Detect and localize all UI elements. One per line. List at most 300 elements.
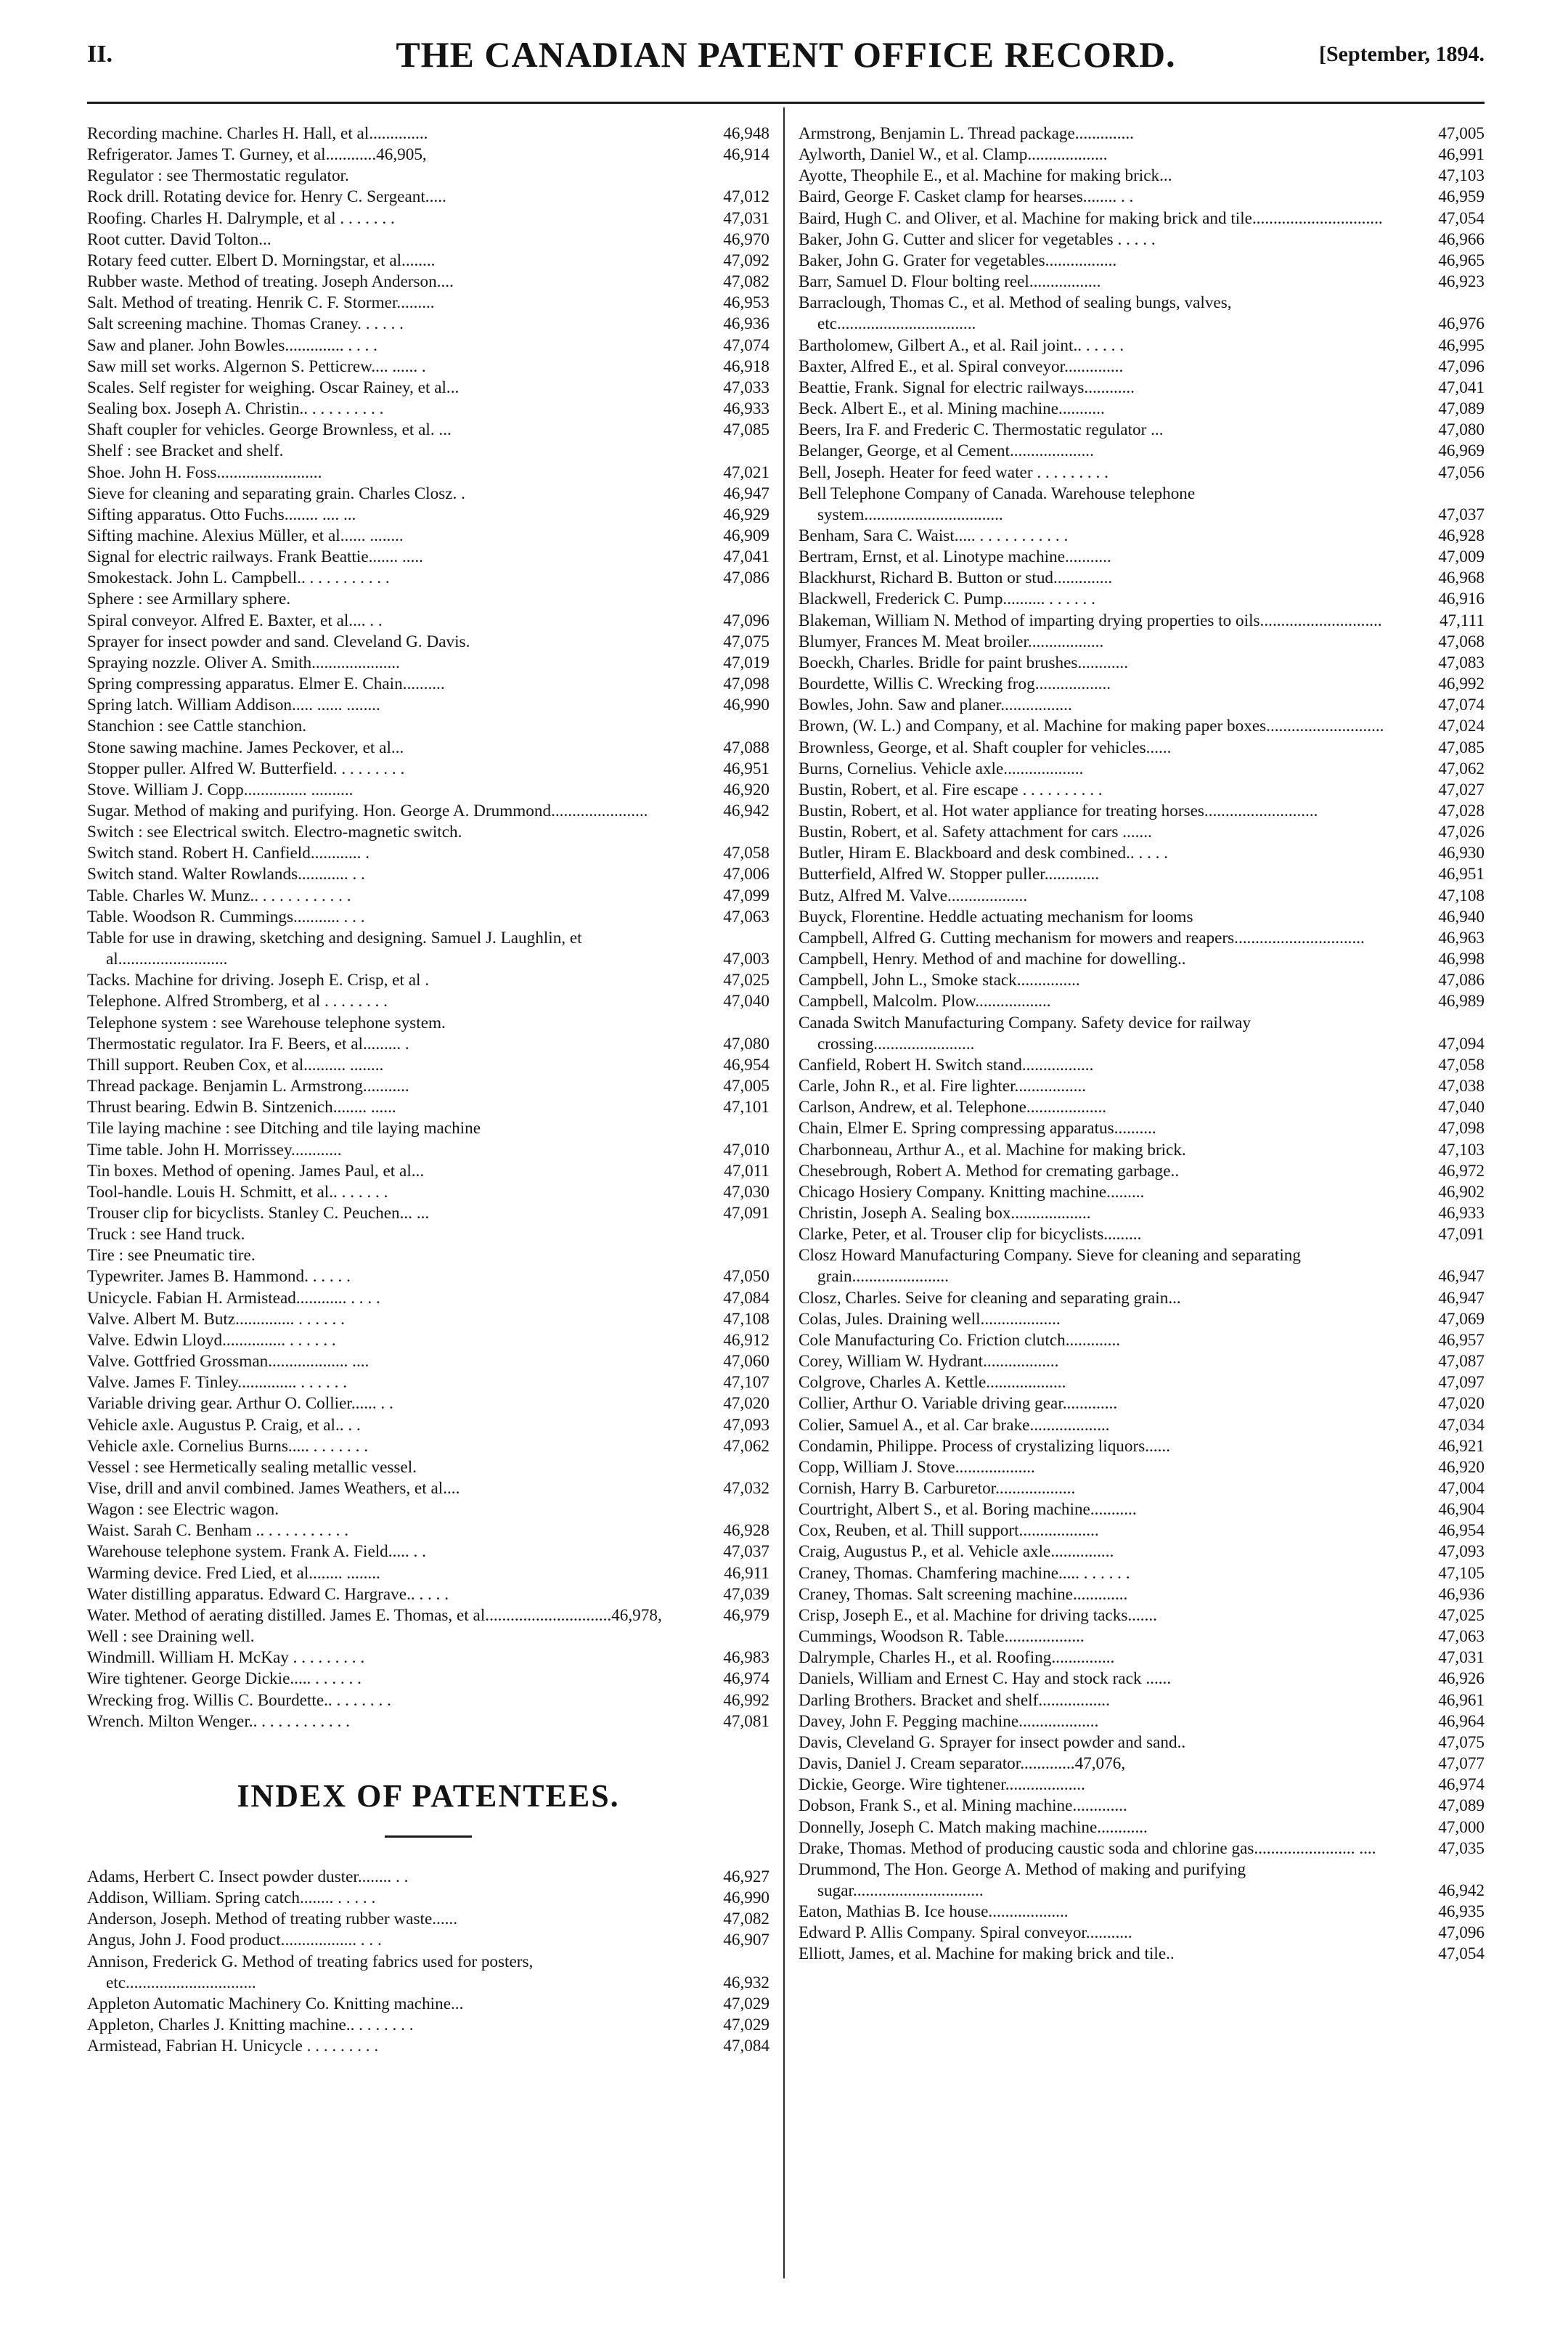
entry-text: Tin boxes. Method of opening. James Paul, et al... (87, 1161, 425, 1181)
patent-number: 47,058 (1438, 1055, 1485, 1075)
index-entry (87, 1867, 769, 1888)
entry-text: Blakeman, William N. Method of imparting drying properties to oils............................. (799, 611, 1382, 630)
index-entry (799, 1478, 1485, 1499)
patent-number: 46,929 (723, 505, 769, 524)
index-entry (799, 674, 1485, 695)
entry-text: Davis, Cleveland G. Sprayer for insect powder and sand.. (799, 1732, 1186, 1752)
subject-index-list (87, 123, 769, 1732)
index-entry (799, 632, 1485, 653)
index-entry (799, 420, 1485, 441)
index-entry (799, 611, 1485, 632)
entry-text: Belanger, George, et al Cement.................... (799, 441, 1094, 461)
index-entry (799, 568, 1485, 589)
patent-number: 47,077 (1438, 1754, 1485, 1774)
index-entry (87, 229, 769, 250)
patent-number: 47,080 (1438, 420, 1485, 440)
entry-text: Craney, Thomas. Salt screening machine............. (799, 1584, 1128, 1604)
index-entry (87, 928, 769, 970)
index-entry (799, 1372, 1485, 1393)
patent-number: 47,108 (1438, 886, 1485, 905)
index-entry (799, 801, 1485, 822)
patent-number: 47,098 (723, 675, 769, 694)
entry-text: Adams, Herbert C. Insect powder duster........ . . (87, 1867, 409, 1886)
patent-number: 47,041 (1438, 378, 1485, 397)
index-entry (799, 949, 1485, 970)
entry-text: Vehicle axle. Augustus P. Craig, et al.. . . (87, 1415, 361, 1435)
entry-text: Tacks. Machine for driving. Joseph E. Crisp, et al . (87, 971, 430, 990)
index-entry (799, 1859, 1485, 1902)
index-entry (799, 293, 1485, 335)
patent-number: 46,912 (723, 1330, 769, 1350)
index-entry (87, 1161, 769, 1182)
entry-text: Corey, William W. Hydrant.................. (799, 1352, 1059, 1372)
patent-number: 46,942 (723, 802, 769, 820)
index-entry (799, 1838, 1485, 1859)
patent-number: 47,082 (723, 272, 769, 292)
patent-number: 47,075 (1438, 1732, 1485, 1752)
entry-text: Beck. Albert E., et al. Mining machine........... (799, 399, 1105, 419)
index-entry (799, 928, 1485, 949)
patent-number: 47,096 (723, 611, 769, 630)
entry-text: Salt screening machine. Thomas Craney. . . . . . (87, 314, 404, 334)
entry-text: Baird, George F. Casket clamp for hearses........ . . (799, 187, 1134, 207)
entry-text: Armstrong, Benjamin L. Thread package.............. (799, 124, 1134, 143)
entry-text: Clarke, Peter, et al. Trouser clip for bicyclists......... (799, 1225, 1142, 1244)
patent-number: 46,966 (1438, 229, 1485, 249)
index-entry (87, 378, 769, 399)
patent-number: 47,054 (1438, 1944, 1485, 1964)
patent-number: 46,920 (1438, 1457, 1485, 1477)
index-entry (799, 1224, 1485, 1245)
entry-text: Unicycle. Fabian H. Armistead............ . . . . (87, 1288, 380, 1308)
index-entry (799, 1118, 1485, 1139)
index-entry (799, 1415, 1485, 1436)
index-entry (87, 1994, 769, 2015)
index-entry (799, 843, 1485, 864)
index-entry (799, 144, 1485, 166)
patent-number: 46,947 (1438, 1267, 1485, 1287)
entry-text: Bell Telephone Company of Canada. Warehouse telephone system................................. (799, 484, 1196, 524)
index-entry (87, 1224, 769, 1245)
patent-number: 47,062 (1438, 759, 1485, 778)
entry-text: Colier, Samuel A., et al. Car brake................... (799, 1415, 1110, 1435)
entry-text: Chain, Elmer E. Spring compressing apparatus.......... (799, 1119, 1156, 1138)
patent-number: 47,063 (723, 907, 769, 926)
entry-text: Edward P. Allis Company. Spiral conveyor........... (799, 1923, 1132, 1943)
index-entry (799, 1605, 1485, 1626)
entry-text: Vessel : see Hermetically sealing metallic vessel. (87, 1457, 417, 1477)
index-entry (87, 1182, 769, 1203)
index-entry (87, 144, 769, 166)
issue-date: [September, 1894. (1318, 42, 1485, 66)
entry-text: Butler, Hiram E. Blackboard and desk combined.. . . . . (799, 844, 1169, 863)
index-entry (799, 1245, 1485, 1287)
patent-number: 47,035 (1438, 1838, 1485, 1858)
patent-number: 46,926 (1438, 1669, 1485, 1689)
entry-text: Closz Howard Manufacturing Company. Sieve for cleaning and separating grain....................... (799, 1246, 1301, 1287)
entry-text: Beers, Ira F. and Frederic C. Thermostatic regulator ... (799, 420, 1164, 440)
index-entry (799, 166, 1485, 187)
patent-number: 46,928 (1438, 526, 1485, 545)
patent-number: 47,029 (723, 1994, 769, 2013)
index-entry (87, 568, 769, 589)
entry-text: Saw and planer. John Bowles.............. . . . . (87, 335, 377, 355)
entry-text: Thrust bearing. Edwin B. Sintzenich........ ...... (87, 1098, 396, 1117)
index-entry (799, 1796, 1485, 1817)
index-entry (799, 1520, 1485, 1541)
index-entry (87, 759, 769, 780)
patent-number: 46,965 (1438, 250, 1485, 270)
entry-text: Daniels, William and Ernest C. Hay and stock rack ...... (799, 1669, 1172, 1689)
patent-number: 46,959 (1438, 187, 1485, 207)
entry-text: Valve. Gottfried Grossman................... .... (87, 1352, 369, 1372)
index-entry (799, 695, 1485, 716)
entry-text: Canada Switch Manufacturing Company. Safety device for railway crossing........................ (799, 1013, 1251, 1054)
index-entry (799, 441, 1485, 462)
patent-number: 47,031 (1438, 1648, 1485, 1668)
patent-number: 47,101 (723, 1098, 769, 1117)
patent-number: 47,050 (723, 1267, 769, 1287)
entry-text: Rubber waste. Method of treating. Joseph Anderson.... (87, 272, 454, 292)
patent-number: 47,037 (1438, 505, 1485, 524)
patent-number: 47,083 (1438, 653, 1485, 672)
patent-number: 47,019 (723, 653, 769, 672)
patent-number: 46,957 (1438, 1330, 1485, 1350)
patent-number: 47,004 (1438, 1479, 1485, 1498)
entry-text: Boeckh, Charles. Bridle for paint brushes............ (799, 653, 1129, 672)
index-entry (87, 208, 769, 229)
entry-text: Vise, drill and anvil combined. James Weathers, et al.... (87, 1479, 460, 1498)
index-entry (87, 1266, 769, 1287)
patent-number: 47,056 (1438, 462, 1485, 482)
patent-number: 47,098 (1438, 1119, 1485, 1138)
patent-number: 46,928 (723, 1521, 769, 1541)
patent-number: 47,074 (723, 335, 769, 355)
patent-number: 47,084 (723, 1288, 769, 1308)
patent-number: 47,108 (723, 1309, 769, 1329)
index-entry (87, 1415, 769, 1436)
patent-number: 47,026 (1438, 823, 1485, 842)
patent-number: 47,024 (1438, 717, 1485, 736)
entry-text: Warehouse telephone system. Frank A. Field..... . . (87, 1542, 426, 1562)
index-entry (799, 208, 1485, 229)
patent-number: 47,031 (723, 208, 769, 228)
entry-text: Stopper puller. Alfred W. Butterfield. . . . . . . . . (87, 759, 405, 778)
patent-number: 47,030 (723, 1182, 769, 1202)
patent-number: 46,935 (1438, 1902, 1485, 1922)
index-entry (87, 1952, 769, 1994)
index-entry (87, 1288, 769, 1309)
entry-text: Tool-handle. Louis H. Schmitt, et al.. . . . . . . (87, 1182, 388, 1202)
entry-text: Crisp, Joseph E., et al. Machine for driving tacks....... (799, 1605, 1157, 1625)
patentee-index-list (87, 1867, 769, 2057)
index-entry (87, 843, 769, 864)
index-entry (87, 2015, 769, 2036)
entry-text: Aylworth, Daniel W., et al. Clamp................... (799, 145, 1108, 165)
right-column (799, 123, 1485, 1965)
entry-text: Ayotte, Theophile E., et al. Machine for making brick... (799, 166, 1172, 186)
index-entry (87, 1626, 769, 1647)
entry-text: Sieve for cleaning and separating grain. Charles Closz. . (87, 484, 465, 503)
index-entry (87, 293, 769, 314)
entry-text: Variable driving gear. Arthur O. Collier...... . . (87, 1394, 393, 1414)
patent-number: 47,012 (723, 187, 769, 207)
index-entry (87, 801, 769, 822)
entry-text: Bustin, Robert, et al. Safety attachment for cars ....... (799, 823, 1152, 842)
patent-number: 47,033 (723, 378, 769, 397)
entry-text: Chesebrough, Robert A. Method for cremating garbage.. (799, 1161, 1180, 1181)
index-entry (799, 822, 1485, 843)
publication-title: THE CANADIAN PATENT OFFICE RECORD. (396, 34, 1176, 75)
index-entry (799, 1668, 1485, 1690)
index-entry (87, 1478, 769, 1499)
index-entry (87, 970, 769, 991)
patent-number: 46,974 (723, 1669, 769, 1689)
patent-number: 46,990 (723, 696, 769, 715)
patent-number: 47,038 (1438, 1077, 1485, 1096)
entry-text: Table. Charles W. Munz.. . . . . . . . . . . . (87, 886, 351, 905)
entry-text: Sphere : see Armillary sphere. (87, 590, 291, 609)
index-entry (799, 1393, 1485, 1414)
patent-number: 46,963 (1438, 928, 1485, 948)
entry-text: Wagon : see Electric wagon. (87, 1500, 279, 1520)
index-entry (799, 738, 1485, 759)
patent-number: 47,040 (723, 992, 769, 1011)
patent-number: 47,085 (723, 420, 769, 440)
left-column (87, 123, 769, 2057)
entry-text: Cox, Reuben, et al. Thill support................... (799, 1521, 1099, 1541)
patent-number: 47,020 (1438, 1394, 1485, 1414)
index-entry (87, 1351, 769, 1372)
patent-number: 46,995 (1438, 335, 1485, 355)
index-entry (87, 1930, 769, 1951)
entry-text: Saw mill set works. Algernon S. Petticrew.... ...... . (87, 356, 426, 376)
index-entry (87, 991, 769, 1012)
index-entry (87, 1499, 769, 1520)
entry-text: Baker, John G. Cutter and slicer for vegetables . . . . . (799, 229, 1156, 249)
index-entry (799, 378, 1485, 399)
index-entry (87, 589, 769, 610)
entry-text: Tire : see Pneumatic tire. (87, 1246, 256, 1266)
patent-number: 47,096 (1438, 356, 1485, 376)
index-entry (87, 674, 769, 695)
entry-text: Spraying nozzle. Oliver A. Smith..................... (87, 653, 400, 672)
entry-text: Shoe. John H. Foss......................... (87, 462, 322, 482)
entry-text: Refrigerator. James T. Gurney, et al............46,905, (87, 145, 427, 165)
index-entry (87, 526, 769, 547)
index-entry (87, 1605, 769, 1626)
patent-number: 47,089 (1438, 399, 1485, 419)
index-entry (799, 1647, 1485, 1668)
index-entry (799, 780, 1485, 801)
index-entry (87, 716, 769, 737)
index-entry (87, 632, 769, 653)
entry-text: Rock drill. Rotating device for. Henry C. Sergeant..... (87, 187, 446, 207)
entry-text: Well : see Draining well. (87, 1627, 255, 1647)
patent-number: 47,093 (723, 1415, 769, 1435)
index-entry (87, 1690, 769, 1711)
entry-text: Colgrove, Charles A. Kettle................... (799, 1373, 1066, 1393)
patent-number: 47,096 (1438, 1923, 1485, 1943)
index-entry (87, 611, 769, 632)
entry-text: Spiral conveyor. Alfred E. Baxter, et al.... . . (87, 611, 383, 630)
entry-text: Armistead, Fabrian H. Unicycle . . . . . . . . . (87, 2037, 379, 2056)
index-entry (87, 1140, 769, 1161)
entry-text: Bertram, Ernst, et al. Linotype machine........... (799, 547, 1111, 567)
index-entry (799, 1203, 1485, 1224)
entry-text: Carle, John R., et al. Fire lighter................. (799, 1077, 1087, 1096)
index-entry (799, 335, 1485, 356)
entry-text: Drummond, The Hon. George A. Method of making and purifying sugar............................... (799, 1859, 1246, 1900)
patent-number: 47,028 (1438, 802, 1485, 820)
index-entry (87, 441, 769, 462)
patent-number: 47,029 (723, 2015, 769, 2034)
entry-text: Scales. Self register for weighing. Oscar Rainey, et al... (87, 378, 460, 397)
entry-text: Sealing box. Joseph A. Christin.. . . . . . . . . . (87, 399, 384, 419)
entry-text: Brownless, George, et al. Shaft coupler for vehicles...... (799, 738, 1172, 757)
patent-number: 46,951 (1438, 865, 1485, 884)
entry-text: Brown, (W. L.) and Company, et al. Machine for making paper boxes............................ (799, 717, 1384, 736)
index-entry (87, 864, 769, 885)
index-entry (87, 250, 769, 272)
patent-number: 47,006 (723, 865, 769, 884)
index-entry (799, 864, 1485, 885)
entry-text: Telephone system : see Warehouse telephone system. (87, 1013, 446, 1032)
patent-number: 47,021 (723, 462, 769, 482)
entry-text: Elliott, James, et al. Machine for making brick and tile.. (799, 1944, 1175, 1964)
patent-number: 46,972 (1438, 1161, 1485, 1181)
entry-text: Windmill. William H. McKay . . . . . . . . . (87, 1648, 365, 1668)
patent-number: 46,942 (1438, 1880, 1485, 1900)
patent-number: 46,992 (1438, 675, 1485, 694)
index-entry (87, 2036, 769, 2057)
index-entry (87, 420, 769, 441)
patent-number: 46,953 (723, 293, 769, 313)
index-entry (87, 1457, 769, 1478)
index-entry (799, 1902, 1485, 1923)
patent-number: 47,069 (1438, 1309, 1485, 1329)
index-entry (87, 1711, 769, 1732)
index-entry (87, 314, 769, 335)
entry-text: Burns, Cornelius. Vehicle axle................... (799, 759, 1084, 778)
patent-number: 47,040 (1438, 1098, 1485, 1117)
index-entry (87, 1203, 769, 1224)
patent-number: 47,011 (724, 1161, 769, 1181)
patent-number: 46,911 (724, 1563, 769, 1583)
index-entry (799, 907, 1485, 928)
patent-number: 47,103 (1438, 166, 1485, 186)
entry-text: Davis, Daniel J. Cream separator.............47,076, (799, 1754, 1126, 1774)
entry-text: Dalrymple, Charles H., et al. Roofing............... (799, 1648, 1115, 1668)
patent-number: 47,103 (1438, 1140, 1485, 1160)
entry-text: Drake, Thomas. Method of producing caustic soda and chlorine gas........................ .... (799, 1838, 1376, 1858)
entry-text: Water distilling apparatus. Edward C. Hargrave.. . . . . (87, 1584, 449, 1604)
patent-number: 47,105 (1438, 1563, 1485, 1583)
index-entry (799, 1690, 1485, 1711)
index-entry (799, 1753, 1485, 1774)
patent-number: 47,074 (1438, 696, 1485, 715)
patent-number: 46,920 (723, 780, 769, 799)
patent-number: 47,025 (1438, 1605, 1485, 1625)
entry-text: Baxter, Alfred E., et al. Spiral conveyor.............. (799, 356, 1124, 376)
entry-text: Telephone. Alfred Stromberg, et al . . . . . . . . (87, 992, 388, 1011)
index-entry (87, 886, 769, 907)
patent-number: 47,025 (723, 971, 769, 990)
patent-number: 46,940 (1438, 907, 1485, 926)
entry-text: Bustin, Robert, et al. Fire escape . . . . . . . . . . (799, 780, 1103, 799)
index-entry (87, 1888, 769, 1909)
index-entry (799, 886, 1485, 907)
entry-text: Switch stand. Walter Rowlands............ . . (87, 865, 365, 884)
index-entry (87, 1647, 769, 1668)
entry-text: Anderson, Joseph. Method of treating rubber waste...... (87, 1910, 458, 1929)
entry-text: Spring latch. William Addison..... ...... ........ (87, 696, 380, 715)
patent-number: 46,989 (1438, 992, 1485, 1011)
patent-number: 47,085 (1438, 738, 1485, 757)
patent-number: 46,992 (723, 1690, 769, 1710)
patent-number: 47,060 (723, 1352, 769, 1372)
index-entry (87, 1393, 769, 1414)
patent-number: 46,990 (723, 1888, 769, 1908)
patent-number: 47,082 (723, 1910, 769, 1929)
patent-number: 47,089 (1438, 1796, 1485, 1816)
entry-text: Trouser clip for bicyclists. Stanley C. Peuchen... ... (87, 1203, 430, 1223)
patent-number: 46,933 (1438, 1203, 1485, 1223)
index-entry (799, 1584, 1485, 1605)
entry-text: Campbell, Alfred G. Cutting mechanism for mowers and reapers............................... (799, 928, 1365, 948)
index-entry (799, 1097, 1485, 1118)
index-entry (799, 1076, 1485, 1097)
index-entry (87, 356, 769, 378)
entry-text: Campbell, Henry. Method of and machine for dowelling.. (799, 950, 1186, 969)
entry-text: Bartholomew, Gilbert A., et al. Rail joint.. . . . . . (799, 335, 1124, 355)
index-entry (87, 547, 769, 568)
index-entry (87, 1584, 769, 1605)
index-entry (799, 970, 1485, 991)
patent-number: 46,932 (723, 1973, 769, 1992)
index-entry (799, 1161, 1485, 1182)
index-entry (799, 1711, 1485, 1732)
entry-text: Christin, Joseph A. Sealing box................... (799, 1203, 1091, 1223)
index-entry (87, 462, 769, 484)
patent-number: 47,068 (1438, 632, 1485, 651)
header-rule (87, 102, 1485, 104)
index-entry (87, 1309, 769, 1330)
patent-number: 46,961 (1438, 1690, 1485, 1710)
entry-text: Smokestack. John L. Campbell.. . . . . . . . . . . (87, 569, 390, 588)
index-entry (799, 187, 1485, 208)
patent-number: 46,947 (723, 484, 769, 503)
index-entry (87, 187, 769, 208)
entry-text: Addison, William. Spring catch........ . . . . . (87, 1888, 376, 1908)
index-entry (799, 1013, 1485, 1055)
index-entry (799, 399, 1485, 420)
index-entry (799, 653, 1485, 674)
index-entry (87, 505, 769, 526)
entry-text: Butz, Alfred M. Valve................... (799, 886, 1028, 905)
entry-text: Wrecking frog. Willis C. Bourdette.. . . . . . . . (87, 1690, 391, 1710)
entry-text: Warming device. Fred Lied, et al........ ........ (87, 1563, 380, 1583)
index-entry (799, 1817, 1485, 1838)
patent-number: 47,039 (723, 1584, 769, 1604)
patent-number: 47,086 (1438, 971, 1485, 990)
index-entry (87, 1668, 769, 1690)
index-entry (799, 1923, 1485, 1944)
patent-number: 47,020 (723, 1394, 769, 1414)
index-entry (799, 1330, 1485, 1351)
index-entry (799, 272, 1485, 293)
patent-number: 47,086 (723, 569, 769, 588)
